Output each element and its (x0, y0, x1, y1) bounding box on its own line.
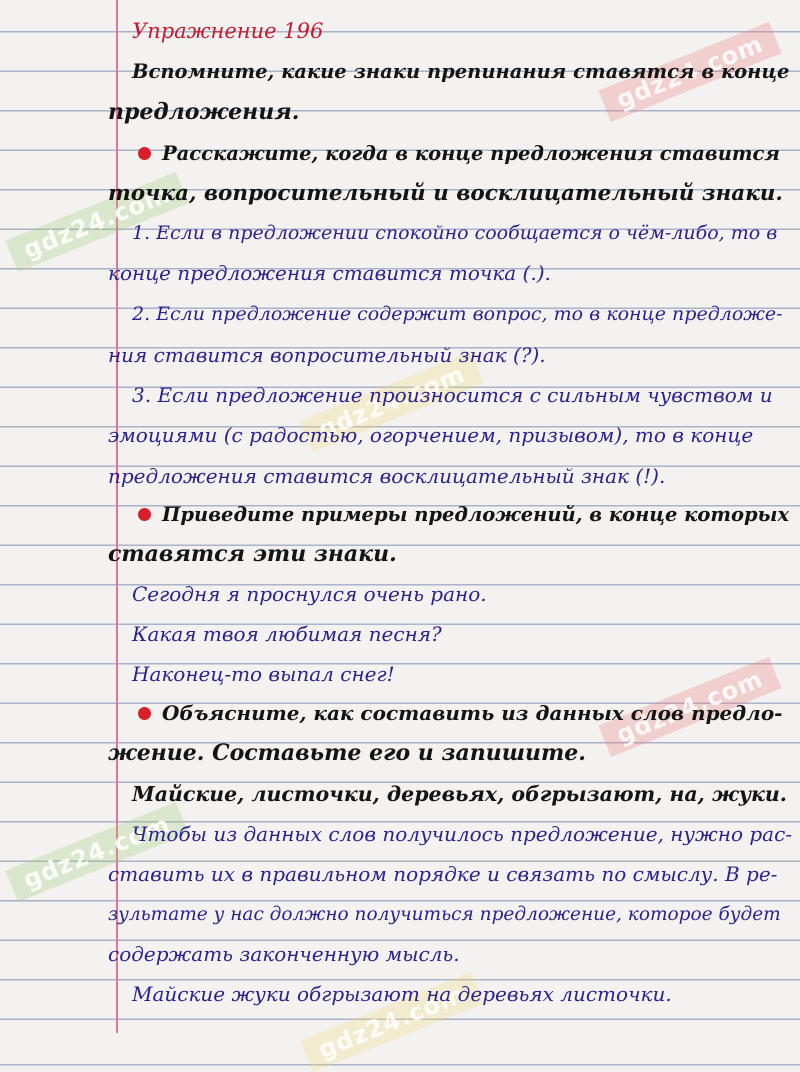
answer-line: 3. Если предложение произносится с сильным чувством и (132, 383, 773, 407)
bullet-marker (138, 707, 151, 720)
bullet3-question-line-1: Объясните, как составить из данных слов предло- (162, 701, 783, 725)
bullet2-question-line-1: Приведите примеры предложений, в конце которых (162, 503, 790, 526)
answer-line: Чтобы из данных слов получилось предложение, нужно рас- (132, 822, 793, 846)
bullet3-question-line-2: жение. Составьте его и запишите. (108, 740, 586, 766)
answer-line: ставить их в правильном порядке и связать по смыслу. В ре- (108, 862, 778, 886)
bullet1-question-line-2: точка, вопросительный и восклицательный знаки. (108, 181, 783, 206)
answer-line: содержать законченную мысль. (108, 942, 460, 966)
answer-line: 1. Если в предложении спокойно сообщается о чём-либо, то в (132, 222, 778, 244)
final-sentence: Майские жуки обгрызают на деревьях листочки. (132, 982, 672, 1006)
answer-line: предложения ставится восклицательный знак (!). (108, 464, 666, 488)
bullet2-question-line-2: ставятся эти знаки. (108, 541, 397, 567)
answer-line: эмоциями (с радостью, огорчением, призывом), то в конце (108, 423, 754, 447)
task-intro-line-2: предложения. (108, 99, 300, 125)
watermark-logo: gdz24.com (5, 802, 188, 902)
example-sentence: Сегодня я проснулся очень рано. (132, 582, 487, 606)
watermark-logo: gdz24.com (598, 657, 781, 757)
answer-line: ния ставится вопросительный знак (?). (108, 343, 546, 367)
watermark-logo: gdz24.com (300, 972, 483, 1072)
bullet-marker (138, 147, 151, 160)
task-intro-line-1: Вспомните, какие знаки препинания ставятся в конце (132, 60, 790, 83)
answer-line: конце предложения ставится точка (.). (108, 261, 551, 285)
bullet1-question-line-1: Расскажите, когда в конце предложения ставится (162, 142, 780, 165)
watermark-logo: gdz24.com (598, 22, 781, 122)
bullet-marker (138, 508, 151, 521)
example-sentence: Наконец-то выпал снег! (132, 662, 395, 686)
exercise-title: Упражнение 196 (132, 19, 324, 43)
answer-line: зультате у нас должно получиться предложение, которое будет (108, 904, 781, 925)
example-sentence: Какая твоя любимая песня? (132, 622, 442, 646)
word-list: Майские, листочки, деревьях, обгрызают, на, жуки. (132, 782, 787, 806)
watermark-logo: gdz24.com (5, 172, 188, 272)
answer-line: 2. Если предложение содержит вопрос, то в конце предложе- (132, 303, 783, 325)
watermark-logo: gdz24.com (300, 352, 483, 452)
